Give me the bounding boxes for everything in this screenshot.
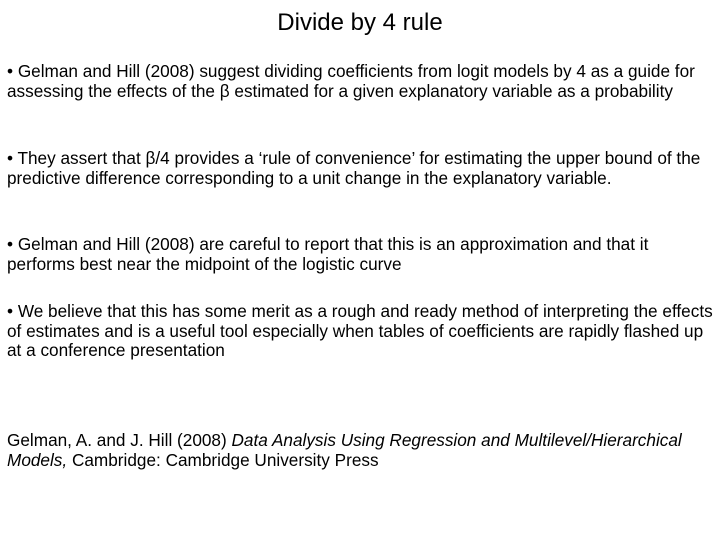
reference-publisher: Cambridge: Cambridge University Press <box>67 450 379 471</box>
bullet-item <box>7 302 713 361</box>
bullet-marker: • <box>7 234 14 254</box>
reference-authors: Gelman, A. and J. Hill (2008) <box>7 430 232 451</box>
bullet-item <box>7 62 713 101</box>
bullet-marker: • <box>7 301 14 321</box>
reference-citation <box>7 430 713 470</box>
bullet-text: Gelman and Hill (2008) suggest dividing coefficients from logit models by 4 as a guide for assessing the effects of the β estimated for a given explanatory variable as a probability <box>7 61 695 101</box>
reference-book-title: Data Analysis Using Regression and Multilevel/Hierarchical Models, <box>7 430 682 471</box>
slide-title: Divide by 4 rule <box>277 9 443 36</box>
bullet-text: They assert that β/4 provides a ‘rule of convenience’ for estimating the upper bound of the predictive difference corresponding to a unit change in the explanatory variable. <box>7 148 701 188</box>
bullet-item <box>7 235 713 274</box>
bullet-text: Gelman and Hill (2008) are careful to report that this is an approximation and that it performs best near the midpoint of the logistic curve <box>7 234 649 274</box>
bullet-marker: • <box>7 148 14 168</box>
bullet-item <box>7 149 713 188</box>
bullet-text: We believe that this has some merit as a rough and ready method of interpreting the effects of estimates and is a useful tool especially when tables of coefficients are rapidly flashed up at a conference presentation <box>7 301 713 360</box>
bullet-marker: • <box>7 61 14 81</box>
